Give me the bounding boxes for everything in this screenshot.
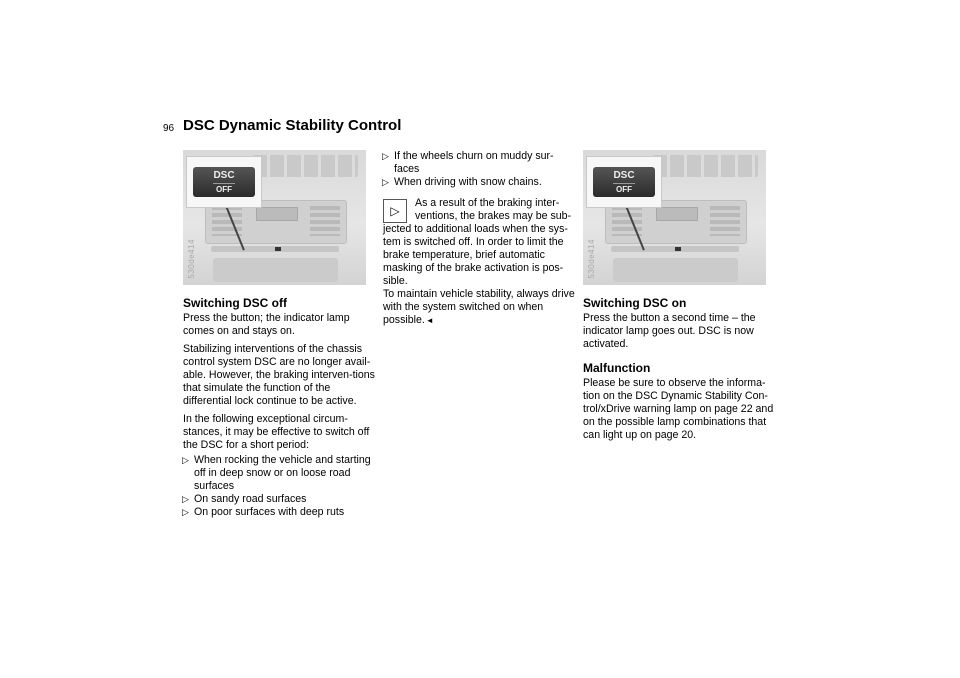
column-middle (383, 150, 576, 327)
button-strip (211, 246, 339, 252)
heading-switching-on: Switching DSC on (583, 296, 687, 310)
dsc-button-icon: DSC OFF (193, 167, 255, 197)
image-code: 530de414 (587, 239, 596, 279)
note-text: To maintain vehicle stability, always drive with the system switched on when possible. ◄ (383, 288, 575, 326)
page-number: 96 (163, 123, 175, 134)
paragraph: Press the button a second time – the indicator lamp goes out. DSC is now activated. (583, 312, 756, 350)
note-text: As a result of the braking inter-ventions, the brakes may be sub-jected to additional loads when the sys-tem is switched off. In order to limit the brake temperature, brief automatic masking of the brake activation is pos-sible. (383, 197, 572, 287)
paragraph: In the following exceptional circum-stances, it may be effective to switch off the DSC for a short period: (183, 413, 370, 451)
list-item: ▷ On poor surfaces with deep ruts (183, 506, 378, 519)
dsc-off-photo (183, 150, 366, 285)
column-right (583, 150, 778, 447)
paragraph: Please be sure to observe the informa-tion on the DSC Dynamic Stability Con-trol/xDrive warning lamp on page 22 and on the possible lamp combinations that can light up on page 20. (583, 377, 774, 441)
list-item: ▷ When driving with snow chains. (383, 176, 576, 189)
page-title: DSC Dynamic Stability Control (183, 117, 402, 134)
note-triangle-icon: ▷ (383, 199, 407, 223)
image-code: 530de414 (187, 239, 196, 279)
heading-malfunction: Malfunction (583, 361, 651, 375)
list-item: ▷ If the wheels churn on muddy sur-faces (383, 150, 576, 176)
storage-tray (213, 258, 338, 282)
button-strip (611, 246, 739, 252)
callout-magnifier (186, 156, 262, 208)
bullet-list (183, 454, 378, 519)
dsc-on-photo (583, 150, 766, 285)
storage-tray (613, 258, 738, 282)
dash-vents (253, 155, 358, 177)
dash-vents (653, 155, 758, 177)
callout-magnifier (586, 156, 662, 208)
note-block (383, 197, 576, 327)
paragraph: Press the button; the indicator lamp comes on and stays on. (183, 312, 350, 337)
list-item: ▷ On sandy road surfaces (183, 493, 378, 506)
heading-switching-off: Switching DSC off (183, 296, 287, 310)
paragraph: Stabilizing interventions of the chassis control system DSC are no longer avail-able. However, the braking interven-tions that simulate the function of the differential lock continue to be active. (183, 343, 375, 407)
bullet-list (383, 150, 576, 189)
column-left (183, 150, 378, 519)
list-item: ▷ When rocking the vehicle and starting off in deep snow or on loose road surfaces (183, 454, 378, 493)
dsc-button-icon: DSC OFF (593, 167, 655, 197)
